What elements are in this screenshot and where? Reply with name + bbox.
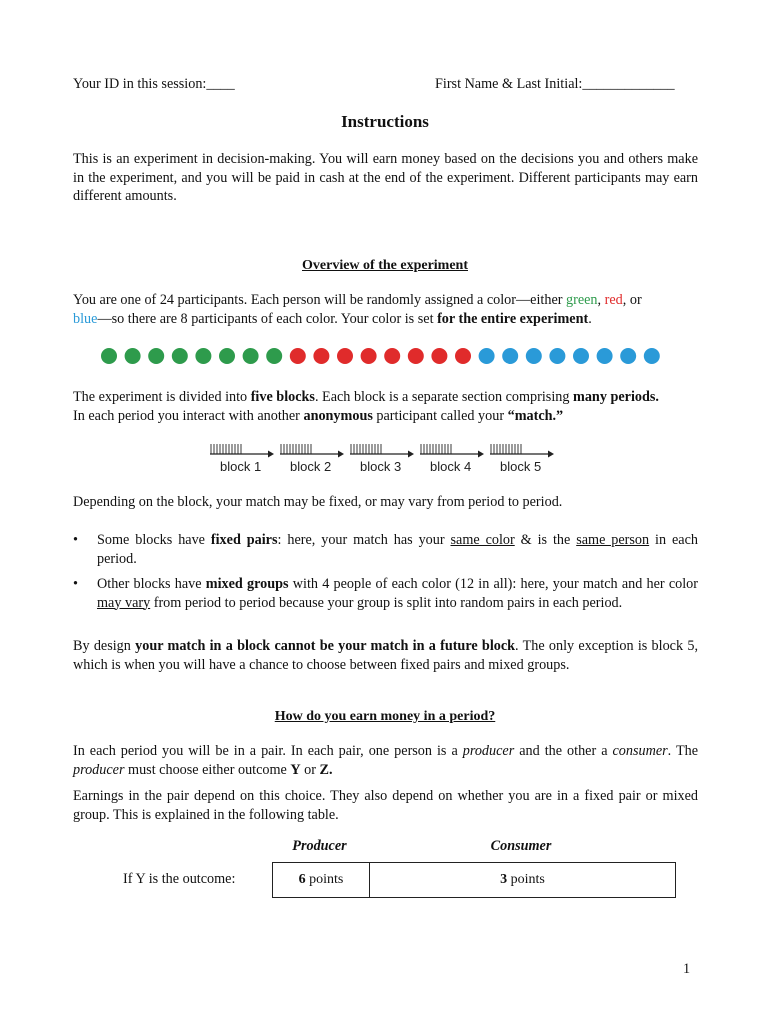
block-label: block 3 [360, 459, 402, 474]
producer-points-cell: 6 points [273, 863, 370, 898]
participant-dot [172, 348, 188, 364]
participant-dot [597, 348, 613, 364]
arrow-head-icon [548, 451, 554, 458]
participant-dot [148, 348, 164, 364]
participant-dot [479, 348, 495, 364]
block-segment [490, 444, 554, 474]
color-word-green: green [566, 292, 598, 308]
overview-color-paragraph: You are one of 24 participants. Each person will be randomly assigned a color—either green, red, or blue—so there are 8 participants of each color. Your color is set for the entire experiment. [73, 292, 642, 327]
consumer-points-cell: 3 points [370, 863, 676, 898]
block-label: block 4 [430, 459, 472, 474]
blocks-paragraph: The experiment is divided into five blocks. Each block is a separate section comprising many periods. In each period you interact with another anonymous participant called your “match.” [73, 389, 659, 424]
participant-dot [243, 348, 259, 364]
table-row [273, 863, 676, 898]
bullet-mixed-groups: • Other blocks have mixed groups with 4 people of each color (12 in all): here, your match and her color may vary from period to period because your group is split into random pairs in each period. [73, 576, 698, 611]
participant-dot [313, 348, 329, 364]
color-word-red: red [604, 292, 623, 308]
earnings-table [272, 862, 676, 898]
participant-dot [219, 348, 235, 364]
participant-dot [620, 348, 636, 364]
bullet-icon: • [73, 576, 78, 592]
arrow-head-icon [408, 451, 414, 458]
block-segment [350, 444, 414, 474]
block-timeline [210, 440, 560, 476]
participant-dot [337, 348, 353, 364]
arrow-head-icon [268, 451, 274, 458]
earn-heading: How do you earn money in a period? [274, 709, 496, 724]
earn-roles-paragraph: In each period you will be in a pair. In each pair, one person is a producer and the other a consumer. The producer must choose either outcome Y or Z. [73, 743, 698, 778]
overview-heading: Overview of the experiment [302, 258, 468, 273]
col-header-consumer: Consumer [490, 838, 552, 854]
participant-dots [100, 345, 670, 367]
bullet-icon: • [73, 532, 78, 548]
participant-dot [195, 348, 211, 364]
row-label-y: If Y is the outcome: [123, 871, 236, 887]
block-label: block 1 [220, 459, 262, 474]
page-title: Instructions [341, 112, 429, 131]
participant-dot [384, 348, 400, 364]
participant-dot [408, 348, 424, 364]
block-segment [420, 444, 484, 474]
page-number: 1 [683, 961, 691, 977]
participant-dot [502, 348, 518, 364]
block-label: block 2 [290, 459, 332, 474]
participant-dot [361, 348, 377, 364]
participant-dot [101, 348, 117, 364]
id-field-label: Your ID in this session:____ [73, 76, 235, 92]
block-segment [210, 444, 274, 474]
participant-dot [431, 348, 447, 364]
name-field-label: First Name & Last Initial:_____________ [435, 76, 675, 92]
block-label: block 5 [500, 459, 542, 474]
participant-dot [266, 348, 282, 364]
arrow-head-icon [338, 451, 344, 458]
arrow-head-icon [478, 451, 484, 458]
color-word-blue: blue [73, 310, 98, 327]
participant-dot [455, 348, 471, 364]
col-header-producer: Producer [292, 838, 347, 854]
block-segment [280, 444, 344, 474]
participant-dot [526, 348, 542, 364]
participant-dot [644, 348, 660, 364]
earn-table-intro: Earnings in the pair depend on this choice. They also depend on whether you are in a fixed pair or mixed group. This is explained in the following table. [73, 788, 698, 823]
participant-dot [125, 348, 141, 364]
design-paragraph: By design your match in a block cannot be your match in a future block. The only exception is block 5, which is when you will have a chance to choose between fixed pairs and mixed groups. [73, 638, 698, 673]
participant-dot [290, 348, 306, 364]
intro-paragraph: This is an experiment in decision-making. You will earn money based on the decisions you and others make in the experiment, and you will be paid in cash at the end of the experiment. Different participants may earn different amounts. [73, 151, 698, 204]
participant-dot [549, 348, 565, 364]
bullet-fixed-pairs: • Some blocks have fixed pairs: here, your match has your same color & is the same person in each period. [73, 532, 698, 567]
participant-dot [573, 348, 589, 364]
match-paragraph: Depending on the block, your match may be fixed, or may vary from period to period. [73, 494, 563, 510]
